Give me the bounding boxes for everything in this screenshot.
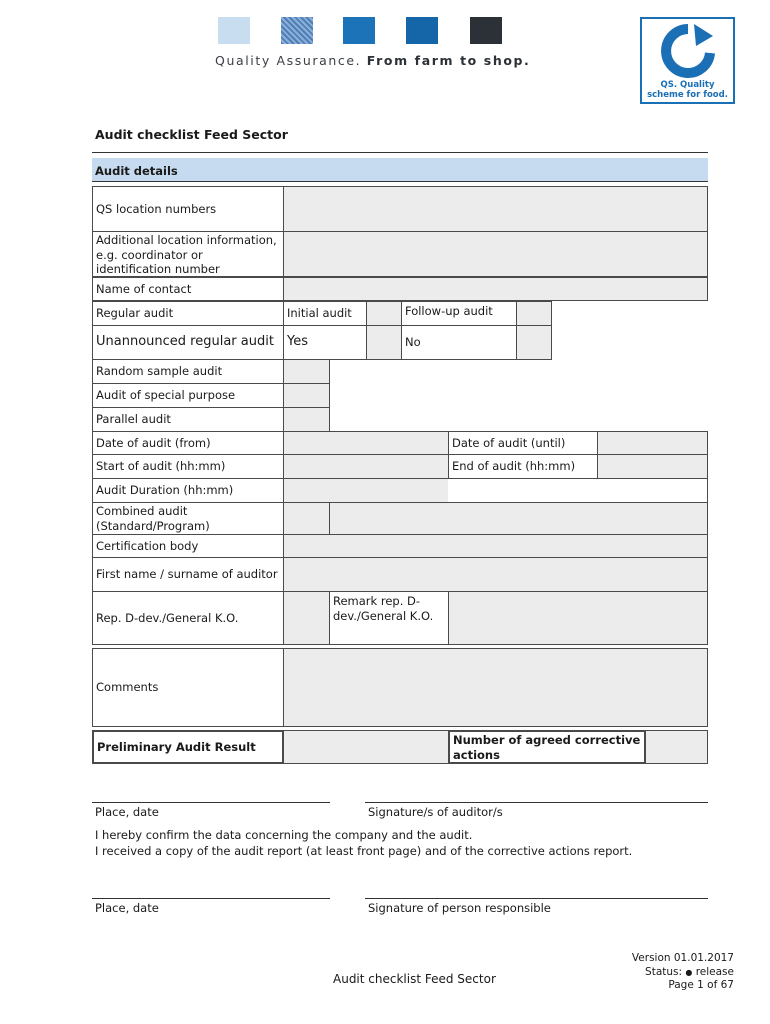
label-parallel: Parallel audit	[92, 407, 284, 432]
label-comments: Comments	[92, 648, 284, 727]
logo-text-line1: QS. Quality	[660, 80, 715, 90]
label-corrective: Number of agreed corrective actions	[448, 730, 646, 764]
section-header	[92, 158, 708, 182]
label-date-until: Date of audit (until)	[448, 431, 598, 455]
version: Version 01.01.2017	[631, 952, 734, 964]
checkbox-follow-up-audit[interactable]	[516, 301, 552, 326]
sig-line-auditor	[365, 802, 708, 803]
brand-square-5	[470, 17, 502, 44]
confirm-line-2: I received a copy of the audit report (at least front page) and of the corrective actions report.	[95, 843, 633, 858]
input-date-from[interactable]	[283, 431, 449, 455]
tagline-regular: Quality Assurance.	[215, 53, 362, 68]
input-duration[interactable]	[283, 478, 449, 503]
label-initial-audit: Initial audit	[283, 301, 367, 326]
input-qs-location[interactable]	[283, 186, 708, 232]
input-end[interactable]	[597, 454, 708, 479]
input-preliminary[interactable]	[283, 730, 449, 764]
input-auditor-name[interactable]	[283, 557, 708, 592]
status-value: release	[695, 965, 734, 978]
label-duration: Audit Duration (hh:mm)	[92, 478, 284, 503]
label-date-from: Date of audit (from)	[92, 431, 284, 455]
confirm-line-1: I hereby confirm the data concerning the company and the audit.	[95, 828, 473, 842]
brand-square-2	[281, 17, 313, 44]
input-rep-ddev[interactable]	[283, 591, 330, 645]
status-label: Status:	[645, 965, 683, 978]
input-corrective[interactable]	[645, 730, 708, 764]
label-no: No	[401, 325, 517, 360]
checkbox-yes[interactable]	[366, 325, 402, 360]
label-combined: Combined audit (Standard/Program)	[92, 502, 284, 535]
input-additional-info[interactable]	[283, 231, 708, 277]
footer-title: Audit checklist Feed Sector	[333, 972, 496, 986]
input-combined[interactable]	[329, 502, 708, 535]
label-unannounced: Unannounced regular audit	[92, 325, 284, 360]
responsible-signature-label: Signature of person responsible	[368, 901, 551, 915]
input-remark[interactable]	[448, 591, 708, 645]
checkbox-initial-audit[interactable]	[366, 301, 402, 326]
logo-text-line2: scheme for food.	[647, 90, 728, 100]
label-qs-location: QS location numbers	[92, 186, 284, 232]
label-random-sample: Random sample audit	[92, 359, 284, 384]
checkbox-parallel[interactable]	[283, 407, 330, 432]
status-bullet-icon: ●	[685, 967, 693, 977]
label-auditor-name: First name / surname of auditor	[92, 557, 284, 592]
label-special-purpose: Audit of special purpose	[92, 383, 284, 408]
label-preliminary: Preliminary Audit Result	[92, 730, 284, 764]
label-contact: Name of contact	[92, 277, 284, 301]
section-title: Audit details	[95, 164, 178, 178]
logo-text	[642, 80, 733, 100]
brand-square-4	[406, 17, 438, 44]
checkbox-special-purpose[interactable]	[283, 383, 330, 408]
checkbox-random-sample[interactable]	[283, 359, 330, 384]
version-block	[632, 952, 734, 993]
brand-square-3	[343, 17, 375, 44]
brand-square-1	[218, 17, 250, 44]
label-end: End of audit (hh:mm)	[448, 454, 598, 479]
label-regular-audit: Regular audit	[92, 301, 284, 326]
duration-spacer	[448, 478, 708, 503]
title-divider	[92, 152, 708, 153]
tagline-bold: From farm to shop.	[366, 53, 531, 68]
sig-line-place-date-1	[92, 802, 330, 803]
page-number: Page 1 of 67	[668, 979, 734, 991]
sig-line-responsible	[365, 898, 708, 899]
label-start: Start of audit (hh:mm)	[92, 454, 284, 479]
checkbox-combined[interactable]	[283, 502, 330, 535]
input-comments[interactable]	[283, 648, 708, 727]
sig-line-place-date-2	[92, 898, 330, 899]
input-contact[interactable]	[283, 277, 708, 301]
label-additional-info: Additional location information, e.g. coordinator or identification number	[92, 231, 284, 277]
input-date-until[interactable]	[597, 431, 708, 455]
status	[632, 966, 734, 980]
confirmation-text	[95, 828, 632, 859]
qs-logo	[640, 17, 735, 104]
label-rep-ddev: Rep. D-dev./General K.O.	[92, 591, 284, 645]
place-date-1: Place, date	[95, 805, 159, 819]
label-yes: Yes	[283, 325, 367, 360]
checkbox-no[interactable]	[516, 325, 552, 360]
page-title: Audit checklist Feed Sector	[95, 127, 288, 142]
auditor-signature-label: Signature/s of auditor/s	[368, 805, 503, 819]
tagline	[215, 53, 530, 68]
qs-circular-arrow-icon	[653, 23, 723, 81]
place-date-2: Place, date	[95, 901, 159, 915]
label-remark: Remark rep. D-dev./General K.O.	[329, 591, 449, 645]
label-follow-up-audit: Follow-up audit	[401, 301, 517, 326]
input-start[interactable]	[283, 454, 449, 479]
label-cert-body: Certification body	[92, 534, 284, 558]
input-cert-body[interactable]	[283, 534, 708, 558]
